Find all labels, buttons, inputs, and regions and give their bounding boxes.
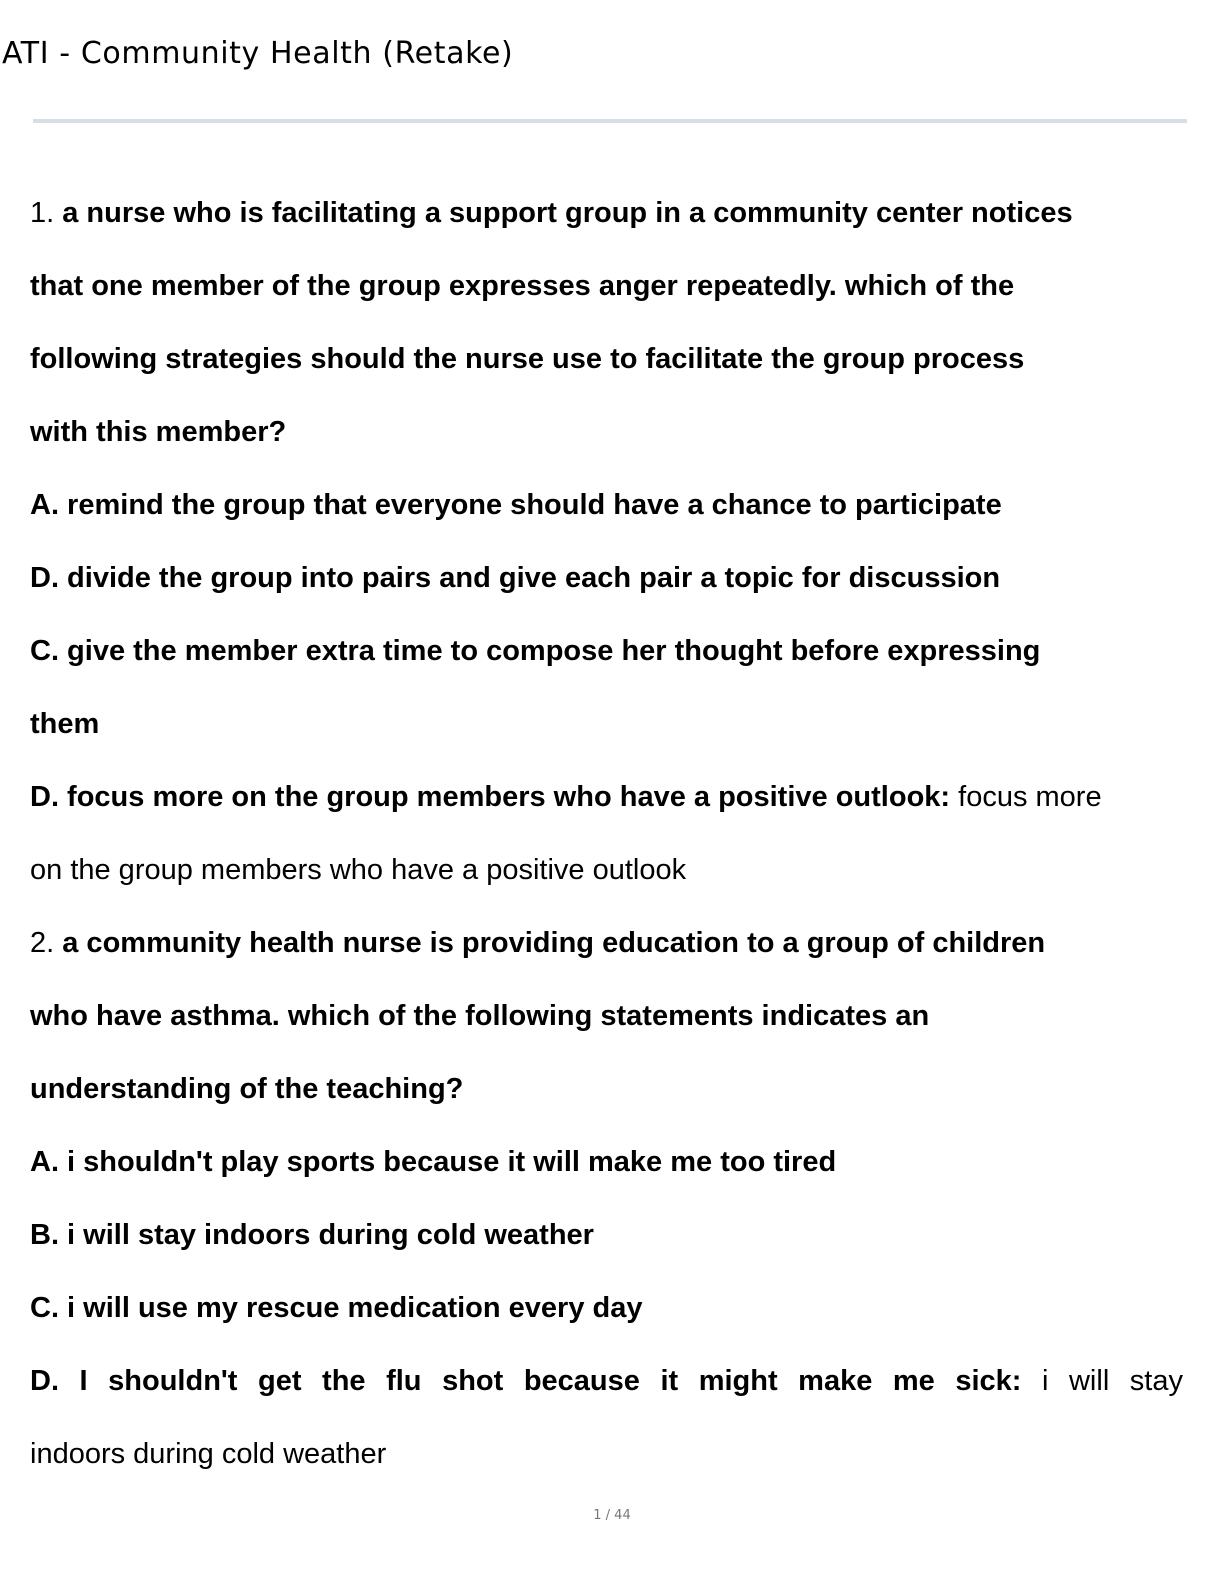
answer-option: D. divide the group into pairs and give each pair a topic for discussion — [30, 562, 1001, 594]
answer-option: A. i shouldn't play sports because it will make me too tired — [30, 1146, 837, 1178]
correct-answer-continued: indoors during cold weather — [30, 1438, 387, 1470]
question-stem-line: following strategies should the nurse use to facilitate the group process — [30, 343, 1025, 375]
answer-option-with-key — [30, 761, 1200, 834]
final-option-text: D. focus more on the group members who have a positive outlook: — [30, 781, 951, 813]
answer-option-with-key — [30, 1345, 1183, 1418]
page-indicator: 1 / 44 — [593, 1508, 631, 1523]
answer-option: B. i will stay indoors during cold weather — [30, 1219, 594, 1251]
question-stem-line — [30, 177, 1200, 250]
question-stem-line: that one member of the group expresses anger repeatedly. which of the — [30, 270, 1015, 302]
question-list — [30, 177, 1200, 1491]
correct-answer-text: i will stay — [1042, 1365, 1183, 1397]
question-number: 2. — [30, 927, 55, 959]
correct-answer-continued: on the group members who have a positive outlook — [30, 854, 687, 886]
question-number: 1. — [30, 197, 55, 229]
question-stem-text: a community health nurse is providing education to a group of children — [62, 927, 1046, 959]
answer-option: C. i will use my rescue medication every day — [30, 1292, 643, 1324]
document-title: ATI - Community Health (Retake) — [2, 36, 514, 71]
title-divider — [33, 119, 1187, 123]
question-stem-line — [30, 907, 1200, 980]
answer-option: C. give the member extra time to compose her thought before expressing — [30, 635, 1041, 667]
question-stem-text: a nurse who is facilitating a support group in a community center notices — [62, 197, 1073, 229]
correct-answer-text: focus more — [958, 781, 1102, 813]
question-stem-line: who have asthma. which of the following statements indicates an — [30, 1000, 930, 1032]
answer-option: A. remind the group that everyone should have a chance to participate — [30, 489, 1002, 521]
question-2 — [30, 907, 1200, 1491]
question-1 — [30, 177, 1200, 907]
question-stem-line: understanding of the teaching? — [30, 1073, 464, 1105]
question-stem-line: with this member? — [30, 416, 287, 448]
final-option-text: D. I shouldn't get the flu shot because it might make me sick: — [30, 1365, 1022, 1397]
answer-option-continued: them — [30, 708, 100, 740]
